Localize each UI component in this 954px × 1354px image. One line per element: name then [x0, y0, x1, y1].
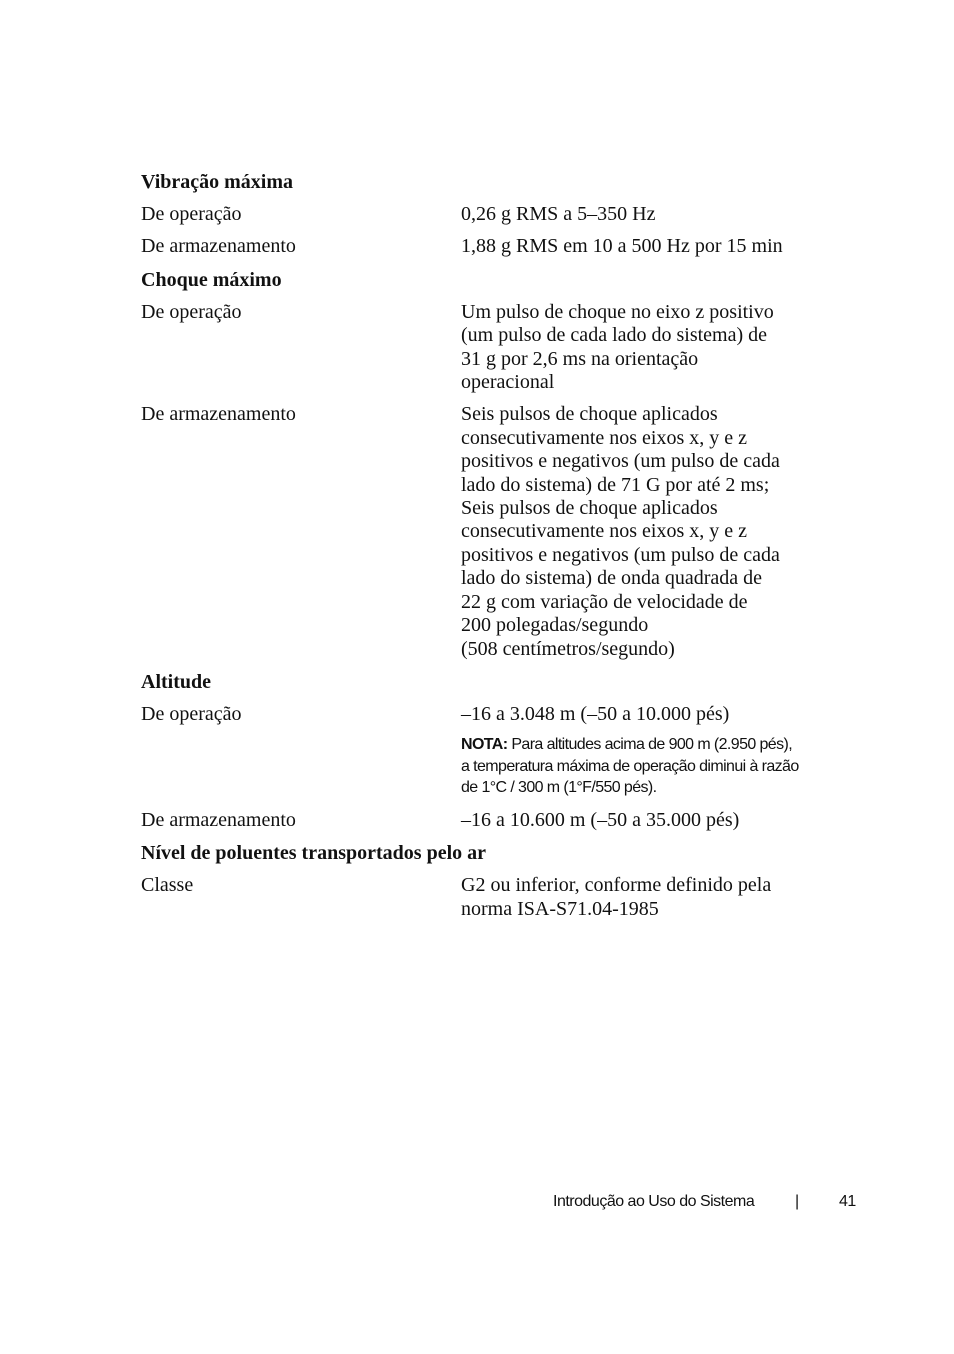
value-line: (508 centímetros/segundo): [461, 637, 675, 660]
note-text: Para altitudes acima de 900 m (2.950 pés),: [507, 736, 793, 754]
airborne-heading: Nível de poluentes transportados pelo ar: [141, 842, 486, 865]
note-line: de 1°C / 300 m (1°F/550 pés).: [461, 779, 657, 797]
note-line: [461, 734, 841, 756]
value-line: lado do sistema) de onda quadrada de: [461, 567, 763, 590]
row-value: [461, 874, 841, 921]
spec-page: [141, 170, 841, 930]
page-number: 41: [839, 1193, 856, 1210]
note-label: NOTA:: [461, 736, 508, 754]
shock-operating-row: [141, 301, 841, 395]
value-line: operacional: [461, 371, 555, 394]
value-line: consecutivamente nos eixos x, y e z: [461, 520, 748, 543]
vibration-storage-row: [141, 235, 841, 258]
vibration-heading: Vibração máxima: [141, 171, 294, 193]
row-value: –16 a 10.600 m (–50 a 35.000 pés): [461, 808, 740, 831]
row-label: De operação: [141, 300, 242, 323]
altitude-heading: Altitude: [141, 670, 211, 693]
value-line: 200 polegadas/segundo: [461, 614, 649, 637]
vibration-operating-row: [141, 203, 841, 226]
row-label: De armazenamento: [141, 403, 296, 426]
value-line: positivos e negativos (um pulso de cada: [461, 543, 780, 566]
row-value: 1,88 g RMS em 10 a 500 Hz por 15 min: [461, 235, 783, 258]
footer-title: Introdução ao Uso do Sistema: [553, 1193, 755, 1210]
row-value: 0,26 g RMS a 5–350 Hz: [461, 203, 656, 225]
value-line: 22 g com variação de velocidade de: [461, 590, 748, 613]
row-value: [461, 703, 841, 809]
value-line: 31 g por 2,6 ms na orientação: [461, 347, 699, 370]
value-line: consecutivamente nos eixos x, y e z: [461, 426, 748, 449]
value-line: Um pulso de choque no eixo z positivo: [461, 300, 774, 323]
altitude-operating-row: [141, 703, 841, 809]
row-label: De operação: [141, 203, 242, 225]
note-line: a temperatura máxima de operação diminui à razão: [461, 757, 799, 775]
shock-storage-row: [141, 403, 841, 660]
row-label: De armazenamento: [141, 808, 296, 831]
value-line: Seis pulsos de choque aplicados: [461, 497, 718, 520]
value-line: –16 a 3.048 m (–50 a 10.000 pés): [461, 702, 730, 725]
value-line: Seis pulsos de choque aplicados: [461, 403, 718, 426]
row-label: Classe: [141, 874, 194, 897]
row-label: De armazenamento: [141, 235, 296, 258]
value-line: (um pulso de cada lado do sistema) de: [461, 324, 768, 347]
airborne-class-row: [141, 874, 841, 921]
value-line: norma ISA-S71.04-1985: [461, 897, 659, 920]
footer-separator: |: [795, 1193, 799, 1210]
value-line: positivos e negativos (um pulso de cada: [461, 450, 780, 473]
value-line: lado do sistema) de 71 G por até 2 ms;: [461, 473, 770, 496]
row-value: [461, 301, 841, 395]
altitude-storage-row: [141, 809, 841, 832]
row-value: [461, 403, 841, 660]
altitude-note: [461, 734, 841, 799]
row-label: De operação: [141, 702, 242, 725]
value-line: G2 ou inferior, conforme definido pela: [461, 874, 772, 897]
shock-heading: Choque máximo: [141, 268, 282, 291]
